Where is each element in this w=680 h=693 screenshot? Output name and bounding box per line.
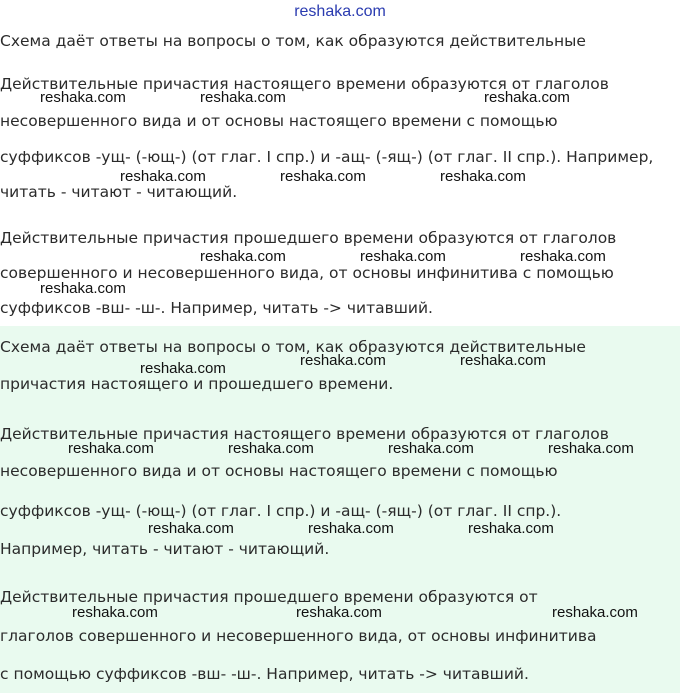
block1-line-1: Схема даёт ответы на вопросы о том, как образуются действительные xyxy=(0,32,586,50)
block1-line-8: суффиксов -вш- -ш-. Например, читать -> читавший. xyxy=(0,299,433,317)
watermark: reshaka.com xyxy=(548,440,634,457)
block2-line-6: Например, читать - читают - читающий. xyxy=(0,540,330,558)
watermark: reshaka.com xyxy=(440,168,526,185)
site-watermark-header: reshaka.com xyxy=(294,3,386,20)
watermark: reshaka.com xyxy=(40,89,126,106)
block2-line-2: причастия настоящего и прошедшего времени. xyxy=(0,375,394,393)
block2-line-3: Действительные причастия настоящего времени образуются от глаголов xyxy=(0,425,609,443)
block1-line-3: несовершенного вида и от основы настоящего времени с помощью xyxy=(0,112,558,130)
block2-line-1: Схема даёт ответы на вопросы о том, как образуются действительные xyxy=(0,338,586,356)
watermark: reshaka.com xyxy=(308,520,394,537)
watermark: reshaka.com xyxy=(460,352,546,369)
watermark: reshaka.com xyxy=(148,520,234,537)
watermark: reshaka.com xyxy=(280,168,366,185)
block1-line-2: Действительные причастия настоящего времени образуются от глаголов xyxy=(0,75,609,93)
watermark: reshaka.com xyxy=(200,89,286,106)
watermark: reshaka.com xyxy=(72,604,158,621)
block1-line-7: совершенного и несовершенного вида, от основы инфинитива с помощью xyxy=(0,264,614,282)
watermark: reshaka.com xyxy=(68,440,154,457)
block1-line-4: суффиксов -ущ- (-ющ-) (от глаг. I спр.) и -ащ- (-ящ-) (от глаг. II спр.). Например, xyxy=(0,148,654,166)
block2-line-8: глаголов совершенного и несовершенного вида, от основы инфинитива xyxy=(0,627,597,645)
watermark: reshaka.com xyxy=(484,89,570,106)
block2-line-4: несовершенного вида и от основы настоящего времени с помощью xyxy=(0,462,558,480)
block1-line-6: Действительные причастия прошедшего времени образуются от глаголов xyxy=(0,229,617,247)
watermark: reshaka.com xyxy=(228,440,314,457)
block2-line-9: с помощью суффиксов -вш- -ш-. Например, читать -> читавший. xyxy=(0,665,529,683)
watermark: reshaka.com xyxy=(300,352,386,369)
watermark: reshaka.com xyxy=(40,280,126,297)
watermark: reshaka.com xyxy=(388,440,474,457)
watermark: reshaka.com xyxy=(520,248,606,265)
block2-line-5: суффиксов -ущ- (-ющ-) (от глаг. I спр.) и -ащ- (-ящ-) (от глаг. II спр.). xyxy=(0,502,562,520)
watermark: reshaka.com xyxy=(296,604,382,621)
watermark: reshaka.com xyxy=(140,360,226,377)
watermark: reshaka.com xyxy=(360,248,446,265)
block2-line-7: Действительные причастия прошедшего времени образуются от xyxy=(0,588,538,606)
watermark: reshaka.com xyxy=(552,604,638,621)
block1-line-5: читать - читают - читающий. xyxy=(0,183,238,201)
watermark: reshaka.com xyxy=(468,520,554,537)
watermark: reshaka.com xyxy=(200,248,286,265)
watermark: reshaka.com xyxy=(120,168,206,185)
